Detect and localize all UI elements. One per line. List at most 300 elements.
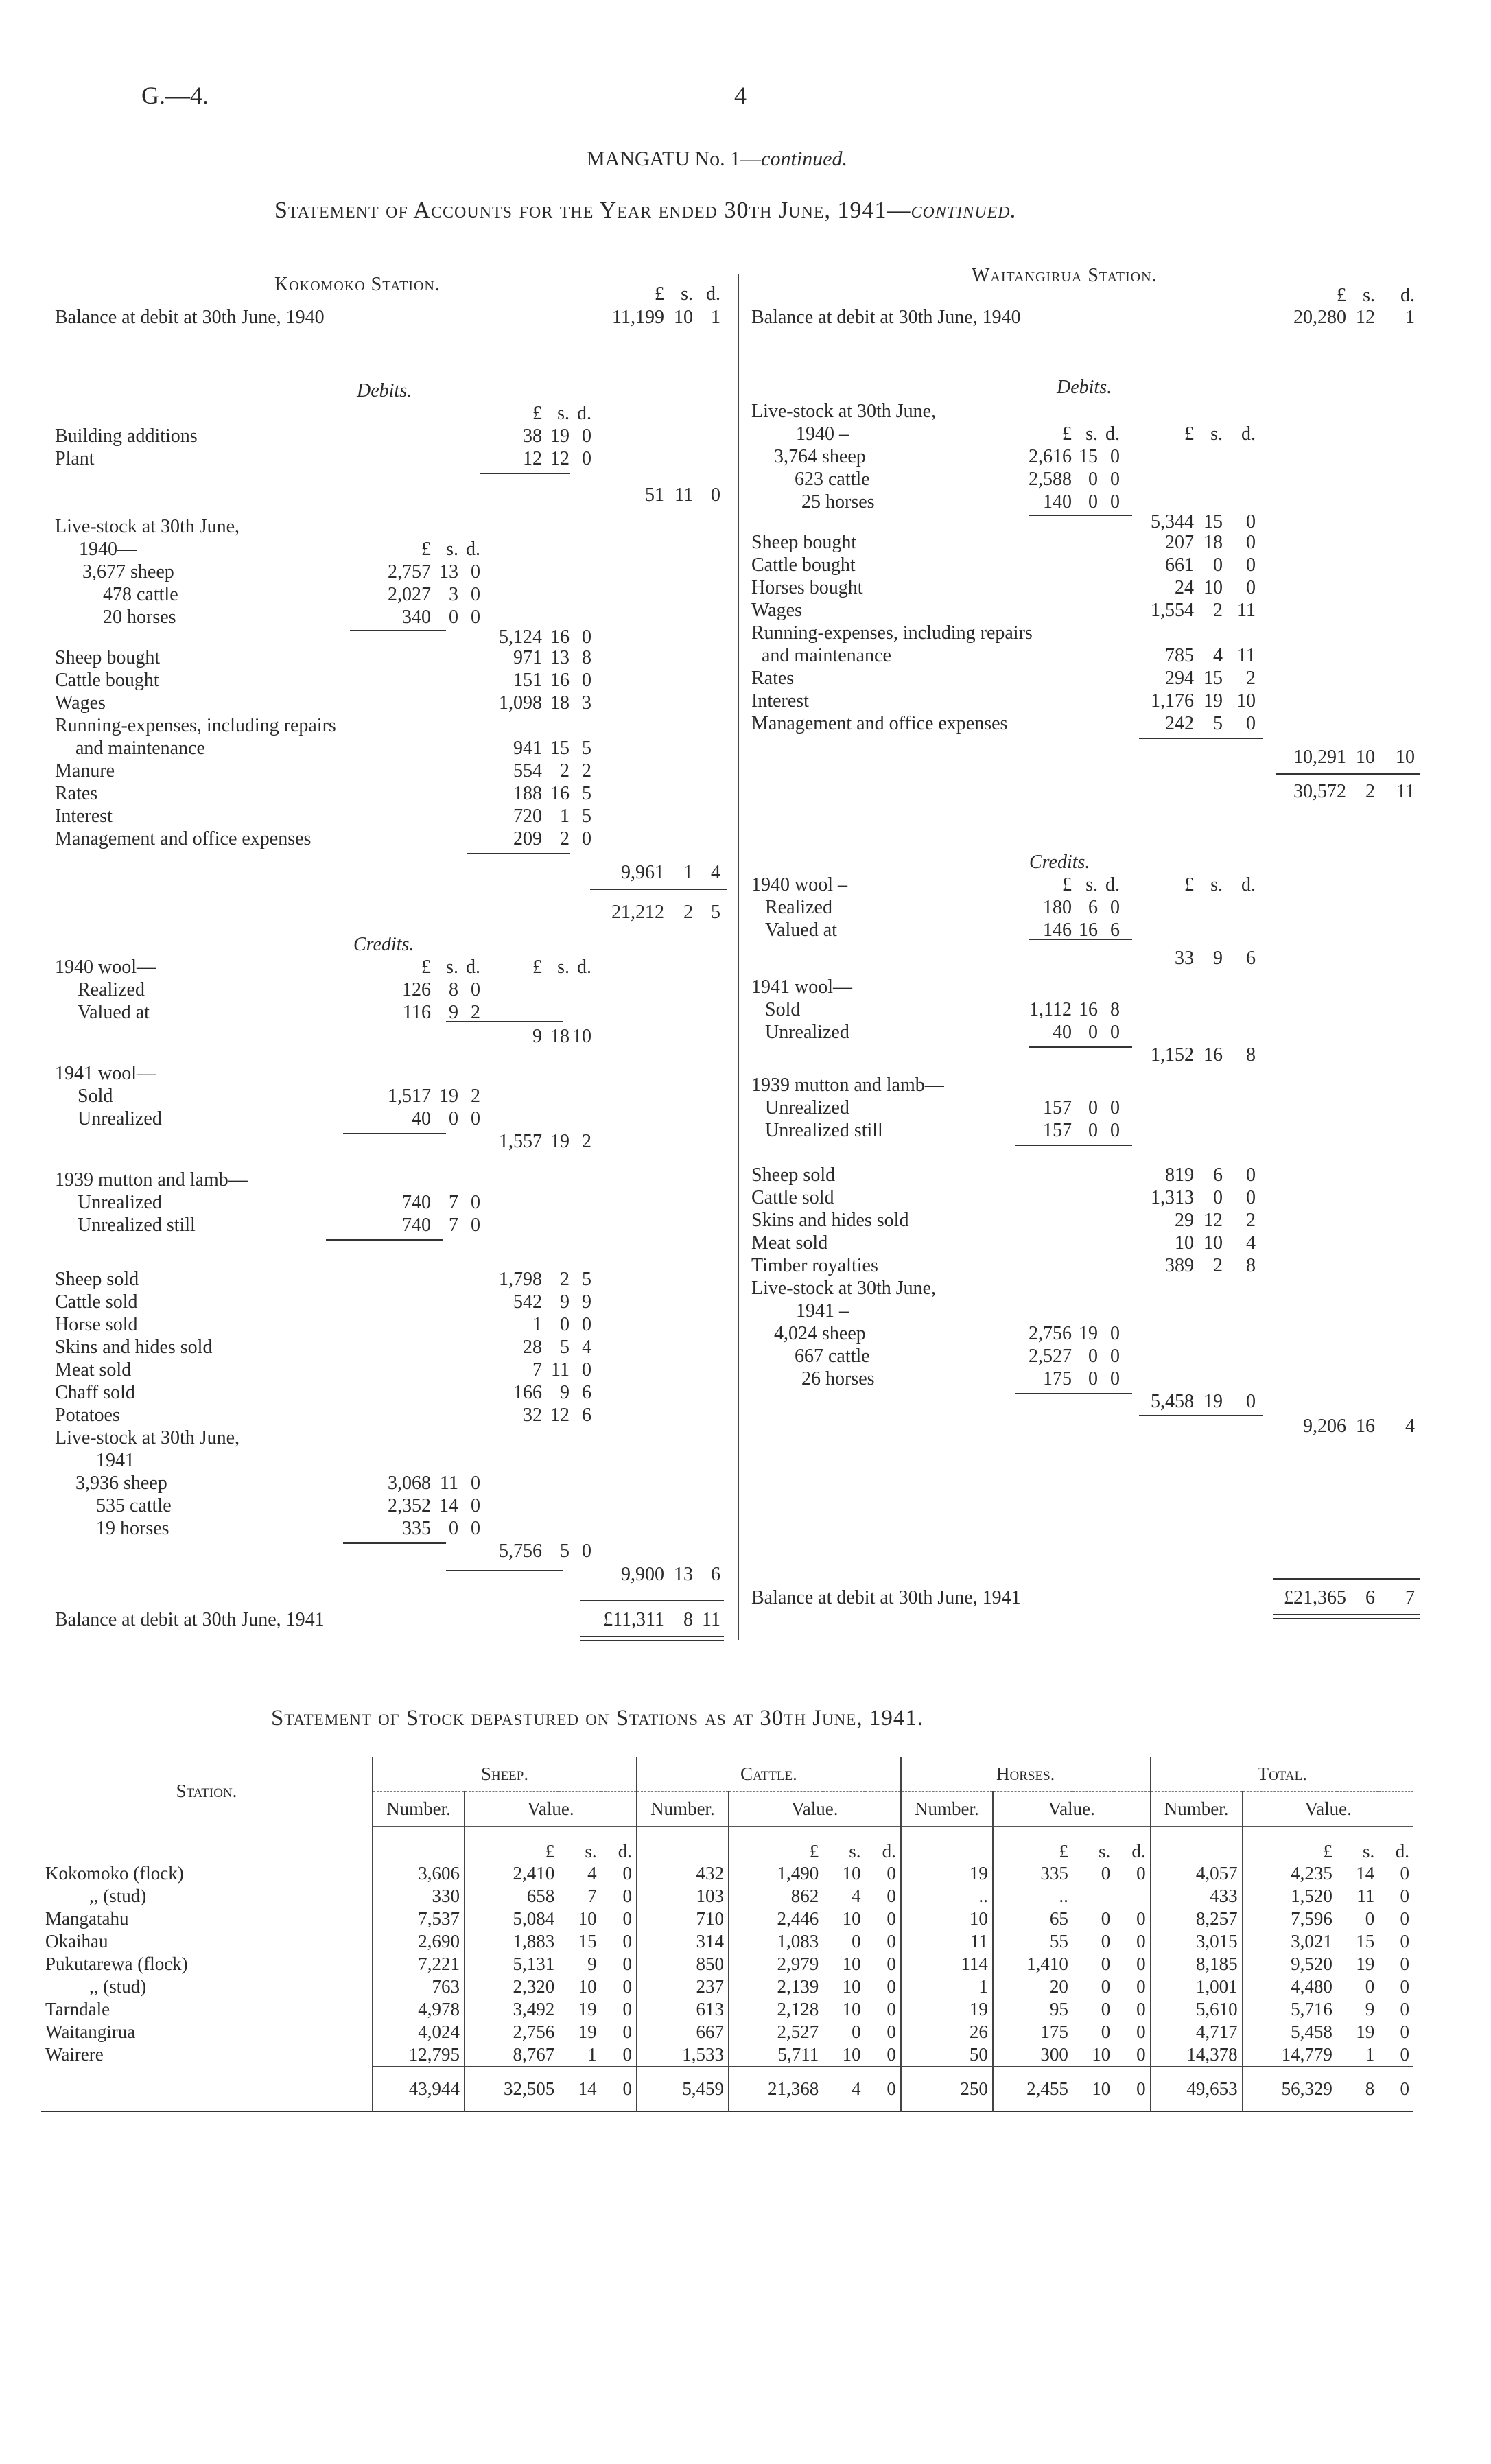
kok-mutton-amount-l: 740 — [402, 1215, 431, 1236]
kok-debit-amount-d: 5 — [582, 738, 591, 759]
wai-wool-amount-l: 146 — [1043, 919, 1072, 941]
value-shillings — [1072, 1885, 1114, 1908]
value-shillings: 0 — [1101, 1953, 1111, 1974]
stock-table-wrapper — [41, 1757, 1420, 2115]
kok-debit-amount-d: 5 — [582, 783, 591, 804]
kok-closing-d: 11 — [702, 1609, 720, 1630]
wai-mutton-amount-l: 157 — [1043, 1097, 1072, 1118]
value-pounds: 1,883 — [465, 1930, 559, 1953]
wai-livestock-amount-l: 2,588 — [1029, 469, 1072, 490]
wai-opening-d: 1 — [1405, 307, 1415, 328]
kok-livestock-item: 20 horses — [103, 607, 176, 628]
wai-livestock-amount-s: 0 — [1088, 491, 1098, 513]
wai-debit-amount-d: 10 — [1236, 690, 1256, 712]
kok-debit-amount-d: 0 — [582, 828, 591, 849]
wai-mutton-label: 1939 mutton and lamb— — [751, 1075, 944, 1096]
stock-row — [41, 1998, 1413, 2021]
kok-livestock-amount-l: 340 — [402, 607, 431, 628]
stock-number: 5,610 — [1151, 1998, 1243, 2021]
kok-rule — [446, 1021, 563, 1022]
value-pence: 0 — [622, 1885, 632, 1906]
wai-wool-amount-s: 16 — [1079, 999, 1098, 1020]
kok-livestock-amount-l: 2,027 — [388, 584, 431, 605]
wai-livestock-lsd-header-outer-d: d. — [1241, 423, 1256, 445]
kok-debit-amount-d: 8 — [582, 647, 591, 668]
kok-debits-lsd-header-l: £ — [532, 403, 542, 424]
stock-row — [41, 2021, 1413, 2043]
kok-opening-s: 10 — [674, 307, 693, 328]
kok-wool-amount-s: 0 — [449, 1108, 458, 1129]
wai-opening-lsd-header-l: £ — [1337, 285, 1346, 306]
wai-sale-amount-d: 0 — [1246, 1187, 1256, 1208]
wai-debit-amount-d: 0 — [1246, 577, 1256, 598]
value-pence: 0 — [622, 1998, 632, 2019]
wai-debit-amount-d: 11 — [1237, 645, 1256, 666]
stock-number: 26 — [901, 2021, 993, 2043]
kok-debit-label: Rates — [55, 783, 98, 804]
value-shillings: 19 — [1356, 1953, 1375, 1974]
kok-livestock41-amount-d: 0 — [471, 1472, 480, 1494]
kok-rule — [326, 1239, 443, 1241]
kok-mutton-amount-d: 0 — [471, 1215, 480, 1236]
value-pence: 0 — [887, 1998, 896, 2019]
kok-opening-l: 11,199 — [612, 307, 664, 328]
value-pence: 0 — [622, 1930, 632, 1951]
wai-wool-amount-s: 0 — [1088, 1022, 1098, 1043]
value-pounds: 300 — [993, 2043, 1072, 2067]
value-shillings: 10 — [842, 1975, 861, 1997]
wai-debit-amount-l: 24 — [1175, 577, 1194, 598]
value-pounds: 9,520 — [1243, 1953, 1337, 1975]
total-pounds: 56,329 — [1243, 2067, 1337, 2111]
stock-row — [41, 2043, 1413, 2067]
kok-livestock41-amount-l: 335 — [402, 1518, 431, 1539]
value-shillings: 0 — [1365, 1908, 1375, 1929]
kok-double-rule — [580, 1636, 724, 1641]
kok-livestock-lsd-header-d: d. — [466, 539, 480, 560]
page-number: 4 — [734, 82, 747, 109]
value-pence: 0 — [887, 2043, 896, 2065]
stock-number: 433 — [1151, 1885, 1243, 1908]
blank-cell — [41, 1827, 373, 1862]
kok-livestock-item: 3,677 sheep — [82, 561, 174, 583]
wai-rule — [1015, 1393, 1132, 1394]
wai-closing-d: 7 — [1405, 1587, 1415, 1608]
wai-debit-amount-d: 11 — [1237, 600, 1256, 621]
wai-debit-label: Wages — [751, 600, 802, 621]
wai-livestock-lsd-header-d: d. — [1105, 423, 1120, 445]
kok-debits-sum-l: 21,212 — [611, 902, 664, 923]
kok-livestock41-amount-s: 0 — [449, 1518, 458, 1539]
wai-wool1940-total-s: 9 — [1213, 948, 1223, 969]
wai-opening-lsd-header-s: s. — [1363, 285, 1375, 306]
kok-sale-label: Potatoes — [55, 1405, 120, 1426]
kok-opening-lsd-header-d: d. — [706, 283, 720, 305]
kok-sale-label: Sheep sold — [55, 1269, 139, 1290]
wai-rule — [1029, 1046, 1132, 1048]
wai-sale-label: Meat sold — [751, 1232, 828, 1254]
pound-header: £ — [729, 1827, 823, 1862]
station-name: Kokomoko (flock) — [45, 1862, 184, 1884]
wai-mutton-item: Unrealized still — [765, 1120, 883, 1141]
group-header: Horses. — [901, 1757, 1151, 1792]
wai-wool-amount-d: 0 — [1110, 897, 1120, 918]
wai-debit-amount-l: 1,554 — [1151, 600, 1194, 621]
wai-livestock-lsd-header-outer-l: £ — [1184, 423, 1194, 445]
value-pounds: 2,128 — [729, 1998, 823, 2021]
stock-lsd-header — [41, 1827, 1413, 1862]
wai-mutton-amount-l: 157 — [1043, 1120, 1072, 1141]
wai-debits-total-s: 10 — [1356, 747, 1375, 768]
wai-debit-label: Interest — [751, 690, 809, 712]
kok-debits-a-total-s: 11 — [674, 484, 693, 506]
kok-sale-label: Cattle sold — [55, 1291, 138, 1313]
kok-rule — [590, 889, 727, 890]
total-shillings: 14 — [559, 2067, 600, 2111]
wai-closing-l: £21,365 — [1284, 1587, 1346, 1608]
kok-livestock41-year: 1941 — [96, 1450, 134, 1471]
station-name: Tarndale — [45, 1998, 110, 2019]
value-pounds: 55 — [993, 1930, 1072, 1953]
kok-wool1941-total-d: 2 — [582, 1131, 591, 1152]
value-pounds: 2,320 — [465, 1975, 559, 1998]
wai-credits-lsd-header-inner-d: d. — [1105, 874, 1120, 895]
kok-debit-amount-s: 15 — [550, 738, 570, 759]
wai-debits-sum-s: 2 — [1365, 781, 1375, 802]
value-shillings: 0 — [852, 2021, 861, 2042]
kok-debit-amount-d: 2 — [582, 760, 591, 782]
wai-wool1940-label: 1940 wool – — [751, 874, 847, 895]
value-pence: 0 — [1400, 1908, 1409, 1929]
page-title: MANGATU No. 1—continued. — [587, 148, 847, 170]
kok-wool-item: Unrealized — [78, 1108, 162, 1129]
value-pounds: 14,779 — [1243, 2043, 1337, 2067]
wai-livestock-year: 1940 – — [796, 423, 849, 445]
kok-livestock41-total-d: 0 — [582, 1540, 591, 1562]
kok-sale-amount-s: 5 — [560, 1337, 570, 1358]
kok-debits-heading: Debits. — [357, 380, 412, 401]
wai-livestock-amount-d: 0 — [1110, 491, 1120, 513]
value-shillings: 0 — [852, 1930, 861, 1951]
wai-credits-total-s: 16 — [1356, 1416, 1375, 1437]
stock-row — [41, 1930, 1413, 1953]
value-pounds: 2,527 — [729, 2021, 823, 2043]
value-shillings: 10 — [842, 1862, 861, 1884]
value-pence: 0 — [622, 2043, 632, 2065]
wai-debits-sum-d: 11 — [1396, 781, 1415, 802]
wai-livestock41-amount-s: 0 — [1088, 1346, 1098, 1367]
value-pounds: 3,492 — [465, 1998, 559, 2021]
kok-wool-amount-l: 116 — [403, 1002, 431, 1023]
stock-number: 4,717 — [1151, 2021, 1243, 2043]
value-pounds: 20 — [993, 1975, 1072, 1998]
blank-cell — [1151, 1827, 1243, 1862]
wai-debit-amount-s: 5 — [1213, 713, 1223, 734]
station-name: ,, (stud) — [89, 1885, 147, 1906]
kok-debit-label: Interest — [55, 806, 113, 827]
wai-livestock41-amount-d: 0 — [1110, 1368, 1120, 1389]
wai-livestock-amount-l: 140 — [1043, 491, 1072, 513]
stock-number: 432 — [637, 1862, 729, 1885]
kok-debit-label: Running-expenses, including repairs — [55, 715, 336, 736]
value-pounds: 1,490 — [729, 1862, 823, 1885]
value-pence: 0 — [1400, 2021, 1409, 2042]
kok-debits-b-total-s: 1 — [683, 862, 693, 883]
kok-sale-label: Chaff sold — [55, 1382, 135, 1403]
wai-mutton-amount-d: 0 — [1110, 1097, 1120, 1118]
stock-table — [41, 1757, 1413, 2115]
kok-sale-amount-s: 2 — [560, 1269, 570, 1290]
kok-credits-heading: Credits. — [353, 934, 414, 955]
wai-rule — [1029, 515, 1132, 516]
kok-sale-amount-d: 6 — [582, 1382, 591, 1403]
wai-credits-lsd-header-d: d. — [1241, 874, 1256, 895]
value-shillings: 4 — [587, 1862, 597, 1884]
value-pounds: 65 — [993, 1908, 1072, 1930]
kok-debit-amount-s: 2 — [560, 828, 570, 849]
kok-livestock-lsd-header-l: £ — [421, 539, 431, 560]
wai-debit-amount-s: 4 — [1213, 645, 1223, 666]
kok-wool-amount-s: 19 — [439, 1086, 458, 1107]
value-shillings: 7 — [587, 1885, 597, 1906]
pence-header: d. — [1131, 1840, 1146, 1862]
wai-livestock-amount-s: 0 — [1088, 469, 1098, 490]
stock-number: 8,185 — [1151, 1953, 1243, 1975]
kok-debit-label: Cattle bought — [55, 670, 159, 691]
value-pounds: 658 — [465, 1885, 559, 1908]
kok-wool1941-total-s: 19 — [550, 1131, 570, 1152]
value-pence: 0 — [1136, 2043, 1146, 2065]
kok-debit-amount-l: 12 — [523, 448, 542, 469]
wai-opening-l: 20,280 — [1293, 307, 1346, 328]
kok-debit-amount-d: 5 — [582, 806, 591, 827]
wai-wool1941-label: 1941 wool— — [751, 976, 852, 998]
value-pounds: 4,480 — [1243, 1975, 1337, 1998]
kok-mutton-amount-s: 7 — [449, 1215, 458, 1236]
number-header: Number. — [373, 1792, 465, 1827]
wai-debits-sum-l: 30,572 — [1293, 781, 1346, 802]
kok-debit-amount-s: 18 — [550, 692, 570, 714]
value-pence: 0 — [1136, 1908, 1146, 1929]
wai-credits-total-l: 9,206 — [1303, 1416, 1346, 1437]
kok-debit-label: Plant — [55, 448, 95, 469]
stock-number: 314 — [637, 1930, 729, 1953]
kok-credits-lsd-header-inner-d: d. — [466, 957, 480, 978]
stock-number: 4,057 — [1151, 1862, 1243, 1885]
kok-rule — [343, 1542, 446, 1544]
value-pence: 0 — [1136, 1953, 1146, 1974]
station-name: Wairere — [45, 2044, 104, 2065]
kok-sale-label: Skins and hides sold — [55, 1337, 213, 1358]
value-shillings: 10 — [842, 2043, 861, 2065]
kok-livestock41-amount-l: 3,068 — [388, 1472, 431, 1494]
kok-livestock41-amount-s: 14 — [439, 1495, 458, 1516]
value-shillings: 10 — [842, 1998, 861, 2019]
wai-rule — [1029, 939, 1132, 940]
stock-number: 7,537 — [373, 1908, 465, 1930]
kok-sale-amount-s: 9 — [560, 1291, 570, 1313]
kok-sale-amount-s: 0 — [560, 1314, 570, 1335]
stock-row — [41, 1953, 1413, 1975]
kok-credits-total-s: 13 — [674, 1564, 693, 1585]
kok-debit-label: Wages — [55, 692, 106, 714]
value-shillings: 0 — [1101, 1862, 1111, 1884]
value-pounds: 5,131 — [465, 1953, 559, 1975]
wai-credits-lsd-header-l: £ — [1184, 874, 1194, 895]
wai-credits-lsd-header-inner-s: s. — [1085, 874, 1098, 895]
value-shillings: 0 — [1101, 2021, 1111, 2042]
kok-livestock41-item: 3,936 sheep — [75, 1472, 167, 1494]
wai-debit-amount-l: 207 — [1165, 532, 1194, 553]
kok-debit-amount-s: 1 — [560, 806, 570, 827]
wai-rule — [1139, 1415, 1263, 1416]
stock-number: 850 — [637, 1953, 729, 1975]
wai-livestock41-year: 1941 – — [796, 1300, 849, 1322]
wai-wool-amount-l: 180 — [1043, 897, 1072, 918]
value-pounds: 2,410 — [465, 1862, 559, 1885]
wai-rule — [1139, 738, 1263, 739]
wai-debit-amount-l: 785 — [1165, 645, 1194, 666]
value-pounds: 862 — [729, 1885, 823, 1908]
value-pounds: 2,139 — [729, 1975, 823, 1998]
kok-livestock-label: Live-stock at 30th June, — [55, 516, 240, 537]
value-pounds: 2,979 — [729, 1953, 823, 1975]
stock-number: .. — [901, 1885, 993, 1908]
stock-number: 10 — [901, 1908, 993, 1930]
value-pence: 0 — [1136, 1862, 1146, 1884]
value-shillings: 15 — [1356, 1930, 1375, 1951]
kok-livestock41-amount-s: 11 — [440, 1472, 458, 1494]
kok-debit-label: Building additions — [55, 425, 198, 447]
value-pence: 0 — [1400, 1953, 1409, 1974]
stock-number: 1,533 — [637, 2043, 729, 2067]
wai-wool-amount-d: 8 — [1110, 999, 1120, 1020]
kok-sale-amount-l: 32 — [523, 1405, 542, 1426]
station-name: Pukutarewa (flock) — [45, 1953, 188, 1974]
value-pounds: 4,235 — [1243, 1862, 1337, 1885]
kok-debit-amount-s: 19 — [550, 425, 570, 447]
wai-debit-label: Sheep bought — [751, 532, 857, 553]
kok-livestock-lsd-header-s: s. — [446, 539, 458, 560]
stock-number: 14,378 — [1151, 2043, 1243, 2067]
stock-number: 4,978 — [373, 1998, 465, 2021]
wai-sale-amount-s: 2 — [1213, 1255, 1223, 1276]
kok-debit-amount-s: 16 — [550, 783, 570, 804]
kok-sale-amount-l: 28 — [523, 1337, 542, 1358]
kok-debit-amount-l: 941 — [513, 738, 542, 759]
stock-number: 50 — [901, 2043, 993, 2067]
kok-opening-label: Balance at debit at 30th June, 1940 — [55, 307, 325, 328]
value-shillings: 19 — [1356, 2021, 1375, 2042]
wai-debit-label: Cattle bought — [751, 554, 856, 576]
wai-opening-label: Balance at debit at 30th June, 1940 — [751, 307, 1021, 328]
kok-sale-amount-d: 5 — [582, 1269, 591, 1290]
wai-sale-amount-s: 6 — [1213, 1164, 1223, 1186]
kok-wool-amount-d: 2 — [471, 1002, 480, 1023]
kok-livestock41-amount-d: 0 — [471, 1518, 480, 1539]
kok-wool1940-total-d: 10 — [572, 1026, 591, 1047]
stock-number: 667 — [637, 2021, 729, 2043]
kok-livestock-amount-s: 0 — [449, 607, 458, 628]
wai-sale-label: Sheep sold — [751, 1164, 836, 1186]
value-pence: 0 — [1136, 1975, 1146, 1997]
kok-sale-amount-s: 11 — [551, 1359, 570, 1381]
shilling-header: s. — [585, 1840, 597, 1862]
value-pence: 0 — [1136, 1930, 1146, 1951]
kok-credits-lsd-header-l: £ — [532, 957, 542, 978]
kok-credits-lsd-header-s: s. — [557, 957, 570, 978]
stock-number: 103 — [637, 1885, 729, 1908]
kok-livestock41-amount-d: 0 — [471, 1495, 480, 1516]
stock-number: 12,795 — [373, 2043, 465, 2067]
wai-sale-amount-l: 819 — [1165, 1164, 1194, 1186]
stock-bottom-rule — [41, 2111, 1413, 2115]
kok-debits-b-total-l: 9,961 — [621, 862, 664, 883]
wai-livestock41-amount-l: 175 — [1043, 1368, 1072, 1389]
wai-debit-label: and maintenance — [762, 645, 891, 666]
value-pounds: 335 — [993, 1862, 1072, 1885]
kok-credits-lsd-header-inner-l: £ — [421, 957, 431, 978]
wai-livestock-amount-s: 15 — [1079, 446, 1098, 467]
value-pence: 0 — [622, 2021, 632, 2042]
value-pounds: 5,711 — [729, 2043, 823, 2067]
stock-number: 1,001 — [1151, 1975, 1243, 1998]
pence-header: d. — [1395, 1840, 1409, 1862]
value-pence: 0 — [622, 1862, 632, 1884]
kok-debit-amount-l: 1,098 — [499, 692, 542, 714]
value-pounds: 1,083 — [729, 1930, 823, 1953]
kok-debit-amount-s: 2 — [560, 760, 570, 782]
wai-double-rule — [1273, 1614, 1420, 1619]
kok-sale-amount-l: 1 — [532, 1314, 542, 1335]
kok-sale-amount-l: 1,798 — [499, 1269, 542, 1290]
wai-debit-amount-s: 19 — [1204, 690, 1223, 712]
wai-opening-lsd-header-d: d. — [1400, 285, 1415, 306]
value-pounds: .. — [993, 1885, 1072, 1908]
kok-livestock-amount-s: 13 — [439, 561, 458, 583]
kok-sale-amount-d: 0 — [582, 1314, 591, 1335]
kok-livestock-year: 1940— — [79, 539, 137, 560]
kok-livestock41-total-s: 5 — [560, 1540, 570, 1562]
wai-mutton-amount-d: 0 — [1110, 1120, 1120, 1141]
kok-debit-amount-l: 720 — [513, 806, 542, 827]
kok-debit-amount-d: 3 — [582, 692, 591, 714]
stock-totals-row — [41, 2067, 1413, 2111]
blank-cell — [373, 1827, 465, 1862]
kok-closing-l: £11,311 — [603, 1609, 664, 1630]
kok-closing-s: 8 — [683, 1609, 693, 1630]
wai-sale-amount-l: 389 — [1165, 1255, 1194, 1276]
kok-debit-amount-s: 12 — [550, 448, 570, 469]
value-shillings: 10 — [842, 1908, 861, 1929]
wai-livestock41-amount-d: 0 — [1110, 1323, 1120, 1344]
kok-wool-amount-l: 40 — [412, 1108, 431, 1129]
value-pounds: 8,767 — [465, 2043, 559, 2067]
pound-header: £ — [1243, 1827, 1337, 1862]
kok-wool1940-total-l: 9 — [532, 1026, 542, 1047]
kok-wool-amount-l: 126 — [402, 979, 431, 1000]
kok-rule — [446, 1570, 563, 1571]
kok-livestock41-item: 535 cattle — [96, 1495, 172, 1516]
stock-row — [41, 1908, 1413, 1930]
stock-number: 114 — [901, 1953, 993, 1975]
value-shillings: 10 — [578, 1908, 597, 1929]
shilling-header: s. — [849, 1840, 861, 1862]
total-number: 43,944 — [373, 2067, 465, 2111]
value-pence: 0 — [622, 1953, 632, 1974]
wai-rule — [1276, 773, 1420, 775]
total-pounds: 2,455 — [993, 2067, 1072, 2111]
